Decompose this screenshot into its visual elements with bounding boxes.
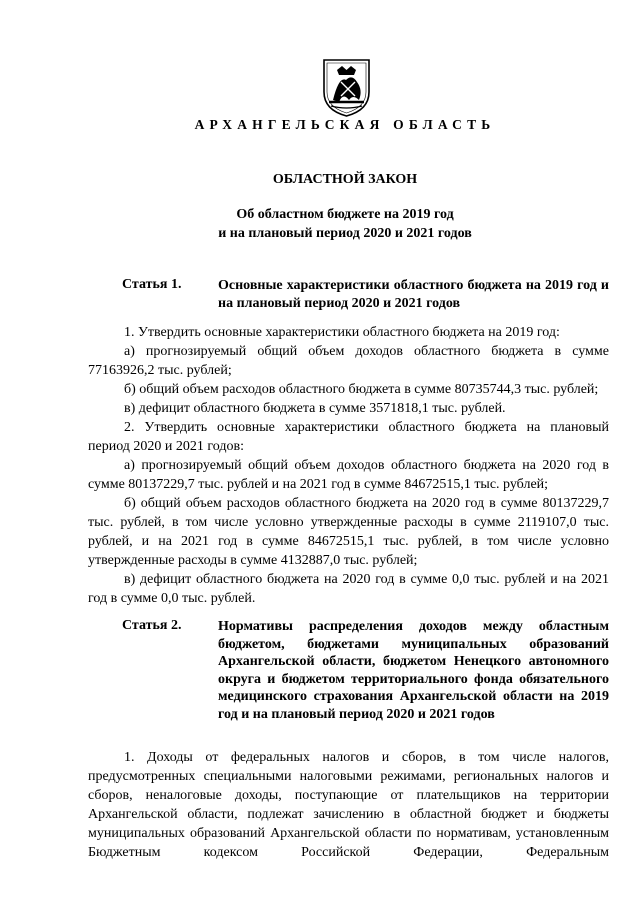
article-title: Нормативы распределения доходов между областным бюджетом, бюджетами муниципальных образований Архангельской области, бюджетом Ненецкого автономного округа и бюджетом территориального фонда обязательного медицинского страхования Архангельской области на 2019 год и на плановый период 2020 и 2021 годов xyxy=(218,619,609,722)
paragraph: а) прогнозируемый общий объем доходов областного бюджета в сумме 77163926,2 тыс. рублей; xyxy=(88,344,609,378)
paragraph: 1. Утвердить основные характеристики областного бюджета на 2019 год: xyxy=(124,325,560,340)
law-title-line: и на плановый период 2020 и 2021 годов xyxy=(218,226,472,241)
article-label: Статья 2. xyxy=(122,618,182,633)
paragraph: 2. Утвердить основные характеристики областного бюджета на плановый период 2020 и 2021 годов: xyxy=(88,420,609,454)
paragraph: в) дефицит областного бюджета на 2020 год в сумме 0,0 тыс. рублей и на 2021 год в сумме 0,0 тыс. рублей. xyxy=(88,572,609,606)
article-1-body xyxy=(88,323,609,608)
article-1-heading xyxy=(122,277,609,317)
law-type: ОБЛАСТНОЙ ЗАКОН xyxy=(272,172,418,187)
paragraph: а) прогнозируемый общий объем доходов областного бюджета на 2020 год в сумме 80137229,7 тыс. рублей и на 2021 год в сумме 84672515,1 тыс. рублей; xyxy=(88,458,609,492)
coat-of-arms-icon xyxy=(319,56,374,118)
law-title-line: Об областном бюджете на 2019 год xyxy=(236,207,454,222)
paragraph: б) общий объем расходов областного бюджета в сумме 80735744,3 тыс. рублей; xyxy=(124,382,599,397)
paragraph: 1. Доходы от федеральных налогов и сборов, в том числе налогов, предусмотренных специальными налоговыми режимами, региональных налогов и сборов, неналоговые доходы, поступающие от плательщиков на территории Архангельской области, подлежат зачислению в областной бюджет и бюджеты муниципальных образований Архангельской области по нормативам, установленным Бюджетным кодексом Российской Федерации, Федеральным xyxy=(88,750,609,860)
article-title: Основные характеристики областного бюджета на 2019 год и на плановый период 2020 и 2021 годов xyxy=(218,278,609,311)
article-2-body xyxy=(88,748,609,862)
law-title xyxy=(25,205,640,243)
paragraph: б) общий объем расходов областного бюджета на 2020 год в сумме 80137229,7 тыс. рублей, в том числе условно утвержденные расходы в сумме 2119107,0 тыс. рублей, и на 2021 год в сумме 84672515,1 тыс. рублей, в том числе условно утвержденные расходы в сумме 4132887,0 тыс. рублей; xyxy=(88,496,609,568)
article-label: Статья 1. xyxy=(122,277,182,292)
region-name: АРХАНГЕЛЬСКАЯ ОБЛАСТЬ xyxy=(194,117,496,132)
article-2-heading xyxy=(122,618,609,740)
paragraph: в) дефицит областного бюджета в сумме 3571818,1 тыс. рублей. xyxy=(124,401,506,416)
